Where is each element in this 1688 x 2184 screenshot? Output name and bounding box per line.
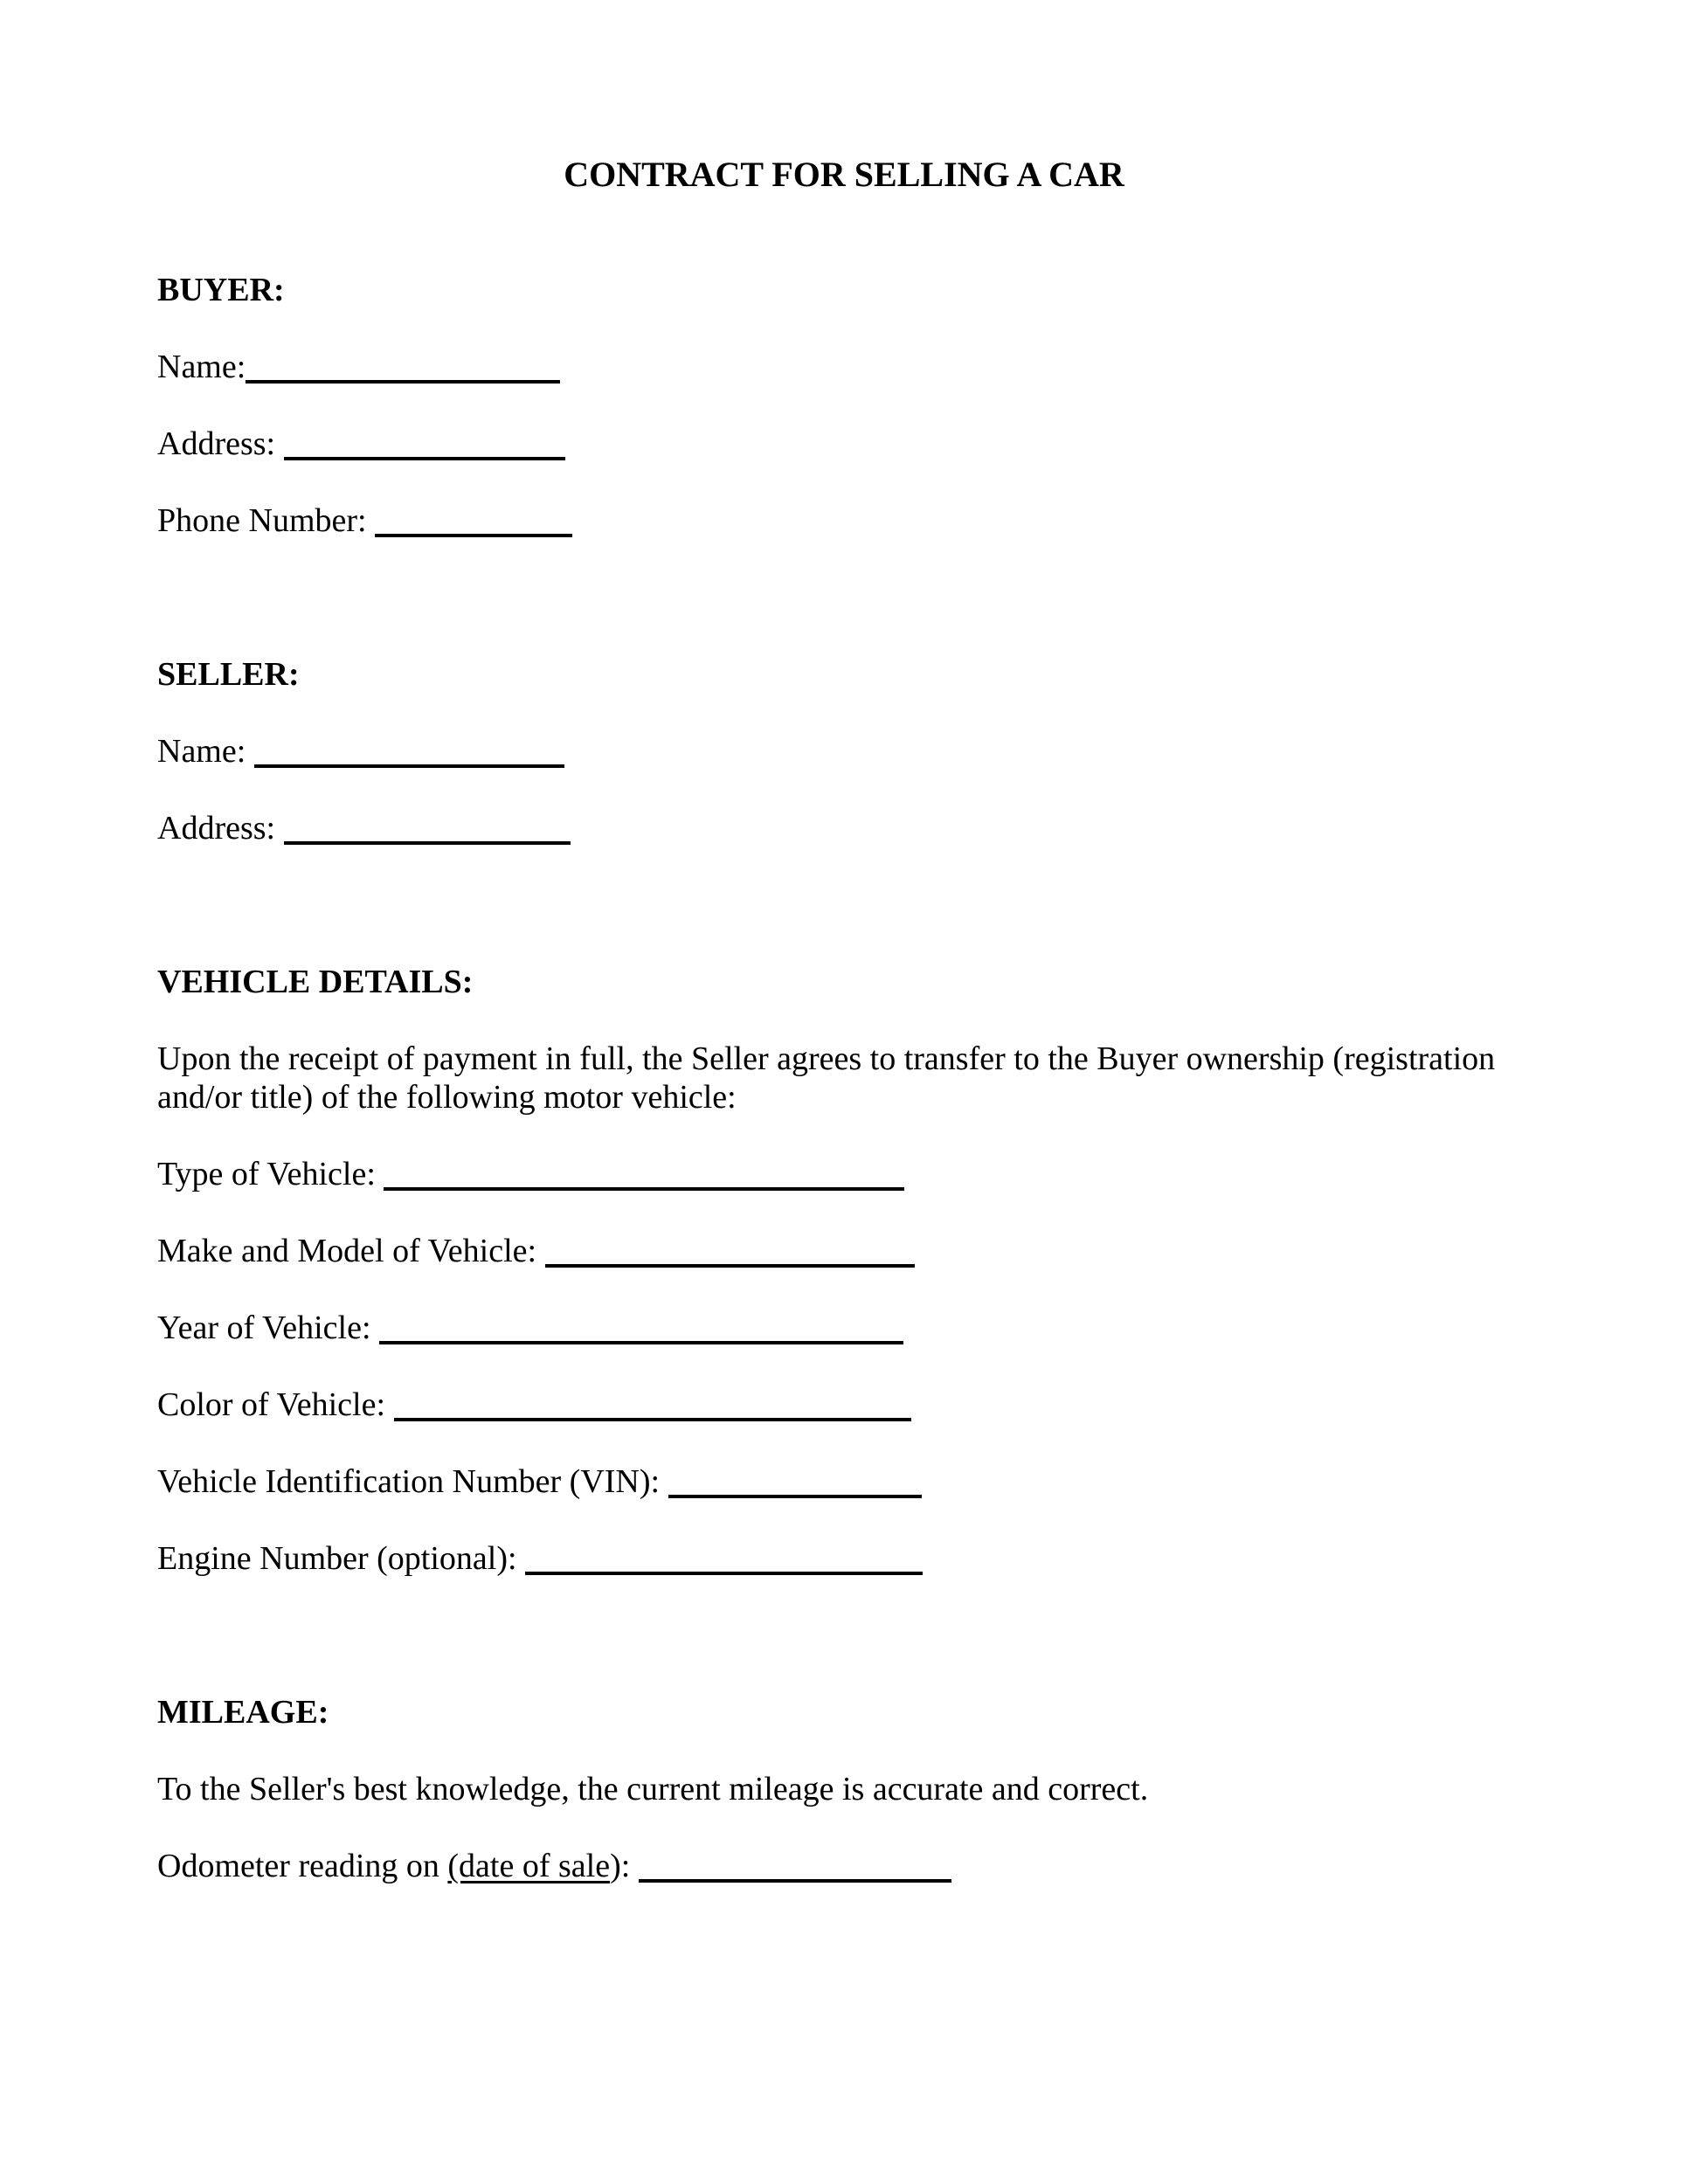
vehicle-color-row [157,1386,1531,1424]
vehicle-type-row [157,1155,1531,1193]
vehicle-engine-number-label: Engine Number (optional): [157,1540,526,1577]
buyer-address-row [157,425,1531,463]
vehicle-year-label: Year of Vehicle: [157,1310,379,1346]
vehicle-intro-paragraph [157,1040,1531,1116]
buyer-address-label: Address: [157,425,284,462]
vehicle-engine-number-blank-line [525,1572,923,1575]
vehicle-year-blank-line [379,1341,903,1344]
vehicle-make-model-label: Make and Model of Vehicle: [157,1233,545,1269]
buyer-name-row [157,348,1531,386]
vehicle-type-label: Type of Vehicle: [157,1156,384,1192]
vehicle-vin-label: Vehicle Identification Number (VIN): [157,1463,668,1500]
seller-section [157,655,1531,847]
odometer-label-prefix: Odometer reading on [157,1848,448,1884]
vehicle-vin-row [157,1462,1531,1501]
seller-address-row [157,809,1531,847]
buyer-name-label: Name: [157,349,246,385]
seller-fields [157,732,1531,847]
mileage-section [157,1693,1531,1885]
vehicle-intro-paragraph-line-2: and/or title) of the following motor vehicle: [157,1079,737,1116]
vehicle-engine-number-row [157,1539,1531,1578]
buyer-phone-number-label: Phone Number: [157,502,376,539]
seller-address-label: Address: [157,810,284,847]
buyer-address-blank-line [284,457,565,460]
vehicle-details-heading: VEHICLE DETAILS: [157,964,474,1000]
vehicle-make-model-row [157,1232,1531,1270]
mileage-heading: MILEAGE: [157,1694,329,1731]
vehicle-color-label: Color of Vehicle: [157,1386,394,1423]
vehicle-fields [157,1155,1531,1578]
seller-name-blank-line [254,764,564,768]
buyer-heading: BUYER: [157,272,285,308]
mileage-statement: To the Seller's best knowledge, the current mileage is accurate and correct. [157,1771,1149,1807]
seller-name-row [157,732,1531,771]
buyer-name-blank-line [246,380,560,384]
vehicle-vin-blank-line [668,1495,922,1498]
vehicle-year-row [157,1309,1531,1347]
buyer-section [157,271,1531,540]
odometer-label-suffix: ): [610,1848,639,1884]
odometer-blank-line [639,1879,951,1883]
vehicle-details-section [157,963,1531,1578]
vehicle-make-model-blank-line [545,1264,915,1268]
vehicle-intro-paragraph-line-1: Upon the receipt of payment in full, the Seller agrees to transfer to the Buyer ownership (registration [157,1040,1496,1077]
buyer-fields [157,348,1531,540]
seller-name-label: Name: [157,733,254,770]
vehicle-color-blank-line [394,1418,911,1421]
odometer-date-of-sale-underlined: (date of sale [447,1848,611,1884]
buyer-phone-number-blank-line [375,534,572,537]
seller-address-blank-line [284,841,571,845]
vehicle-type-blank-line [384,1187,904,1191]
document-title: CONTRACT FOR SELLING A CAR [564,155,1124,194]
odometer-row [157,1847,1531,1885]
buyer-phone-number-row [157,501,1531,540]
seller-heading: SELLER: [157,656,300,693]
